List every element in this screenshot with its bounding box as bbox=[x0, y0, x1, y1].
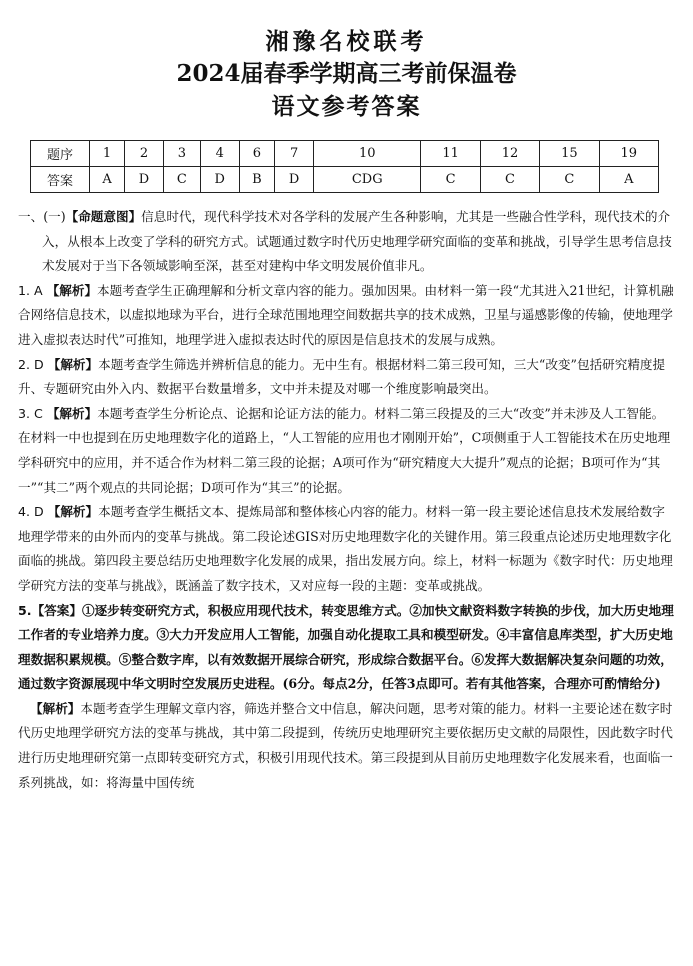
q2-paragraph bbox=[18, 353, 676, 402]
question-number: 1 bbox=[90, 141, 125, 167]
q5-answer-paragraph bbox=[18, 599, 676, 697]
q1-paragraph bbox=[18, 279, 676, 353]
question-number: 11 bbox=[421, 141, 480, 167]
question-number: 2 bbox=[125, 141, 164, 167]
question-number: 6 bbox=[239, 141, 275, 167]
q1-analysis-tag: 【解析】 bbox=[46, 282, 98, 298]
question-row bbox=[31, 141, 659, 167]
q3-analysis-tag: 【解析】 bbox=[46, 405, 98, 421]
answer-key-title: 语文参考答案 bbox=[271, 93, 422, 120]
q4-text: 本题考查学生概括文本、提炼局部和整体核心内容的能力。材料一第一段主要论述信息技术发展给数字地理学带来的由外而内的变革与挑战。第二段论述GIS对历史地理数字化的关键作用。第三段重点论述历史地理数字化面临的挑战。第四段主要总结历史地理数字化发展的成果，指出发展方向。综上，材料一标题为《数字时代：历史地理学研究方法的变革与挑战》，既涵盖了数字技术，又对应每一段的主题：变革或挑战。 bbox=[18, 504, 673, 593]
q3-text: 本题考查学生分析论点、论据和论证方法的能力。材料二第三段提及的三大“改变”并未涉及人工智能。在材料一中也提到在历史地理数字化的道路上，“人工智能的应用也才刚刚开始”，C项侧重于人工智能技术在历史地理学科研究中的应用，并不适合作为材料二第三段的论据；A项可作为“研究精度大大提升”观点的论据；B项可作为“其一”“其二”两个观点的共同论据；D项可作为“其三”的论据。 bbox=[18, 405, 671, 495]
intent-tag: 【命题意图】 bbox=[65, 209, 142, 224]
q5-analysis-paragraph bbox=[18, 697, 676, 795]
q5-analysis-tag: 【解析】 bbox=[30, 700, 81, 716]
q2-analysis-tag: 【解析】 bbox=[47, 356, 99, 372]
answer-cell: A bbox=[599, 167, 658, 193]
question-number: 15 bbox=[540, 141, 599, 167]
answer-cell: C bbox=[540, 167, 599, 193]
intro-prefix: 一、(一) bbox=[18, 209, 66, 224]
exam-union-title: 湘豫名校联考 bbox=[265, 28, 428, 55]
answer-cell: B bbox=[239, 167, 275, 193]
answer-cell: D bbox=[125, 167, 164, 193]
answer-explanations bbox=[18, 205, 676, 795]
answer-table bbox=[30, 140, 659, 193]
answer-row-label: 答案 bbox=[31, 167, 90, 193]
q5-number: 5. bbox=[18, 602, 32, 618]
answer-cell: C bbox=[163, 167, 200, 193]
answer-cell: C bbox=[421, 167, 480, 193]
q1-text: 本题考查学生正确理解和分析文章内容的能力。强加因果。由材料一第一段“尤其进入21世纪，计算机融合网络信息技术，以虚拟地球为平台，进行全球范围地理空间数据共享的技术成熟，卫星与遥感影像的传输，使地理学进入虚拟表达时代”可推知，地理学进入虚拟表达时代的原因是信息技术的发展与成熟。 bbox=[18, 282, 674, 347]
answer-cell: A bbox=[90, 167, 125, 193]
q1-number: 1. A bbox=[18, 282, 43, 298]
q5-answer-tag: 【答案】 bbox=[31, 602, 82, 618]
intro-text: 信息时代，现代科学技术对各学科的发展产生各种影响，尤其是一些融合性学科，现代技术的介入，从根本上改变了学科的研究方式。试题通过数字时代历史地理学研究面临的变革和挑战，引导学生思考信息技术发展对于当下各领域影响至深，甚至对建构中华文明发展价值非凡。 bbox=[42, 209, 672, 274]
exam-paper-title: 2024届春季学期高三考前保温卷 bbox=[176, 60, 517, 87]
question-number: 7 bbox=[275, 141, 314, 167]
q2-number: 2. D bbox=[18, 356, 44, 372]
q4-analysis-tag: 【解析】 bbox=[47, 504, 99, 520]
q4-number: 4. D bbox=[18, 504, 44, 520]
q5-answer-text: ①逐步转变研究方式，积极应用现代技术，转变思维方式。②加快文献资料数字转换的步伐，加大历史地理工作者的专业培养力度。③大力开发应用人工智能，加强自动化提取工具和模型研发。④丰富信息库类型，扩大历史地理数据积累规模。⑤整合数字库，以有效数据开展综合研究，形成综合数据平台。⑥发挥大数据解决复杂问题的功效，通过数字资源展现中华文明时空发展历史进程。(6分。每点2分，任答3点即可。若有其他答案，合理亦可酌情给分) bbox=[18, 602, 674, 692]
question-number: 19 bbox=[599, 141, 658, 167]
q5-analysis-text: 本题考查学生理解文章内容，筛选并整合文中信息，解决问题，思考对策的能力。材料一主要论述在数字时代历史地理学研究方法的变革与挑战，其中第二段提到，传统历史地理研究主要依据历史文献的局限性，因此数字时代进行历史地理研究第一点即转变研究方式，积极引用现代技术。第三段提到从目前历史地理数字化发展来看，也面临一系列挑战，如：将海量中国传统 bbox=[18, 700, 673, 790]
q4-paragraph bbox=[18, 500, 676, 598]
question-number: 12 bbox=[480, 141, 539, 167]
q3-paragraph bbox=[18, 402, 676, 500]
q2-text: 本题考查学生筛选并辨析信息的能力。无中生有。根据材料二第三段可知，三大“改变”包括研究精度提升、专题研究由外入内、数据平台数量增多，文中并未提及对哪一个维度影响最突出。 bbox=[18, 356, 666, 397]
question-number: 3 bbox=[163, 141, 200, 167]
answer-cell: C bbox=[480, 167, 539, 193]
answer-row bbox=[31, 167, 659, 193]
answer-cell: D bbox=[200, 167, 239, 193]
question-number: 4 bbox=[200, 141, 239, 167]
answer-cell: CDG bbox=[313, 167, 420, 193]
question-number: 10 bbox=[313, 141, 420, 167]
answer-cell: D bbox=[275, 167, 314, 193]
q3-number: 3. C bbox=[18, 405, 43, 421]
intro-paragraph bbox=[18, 205, 676, 279]
question-row-label: 题序 bbox=[31, 141, 90, 167]
